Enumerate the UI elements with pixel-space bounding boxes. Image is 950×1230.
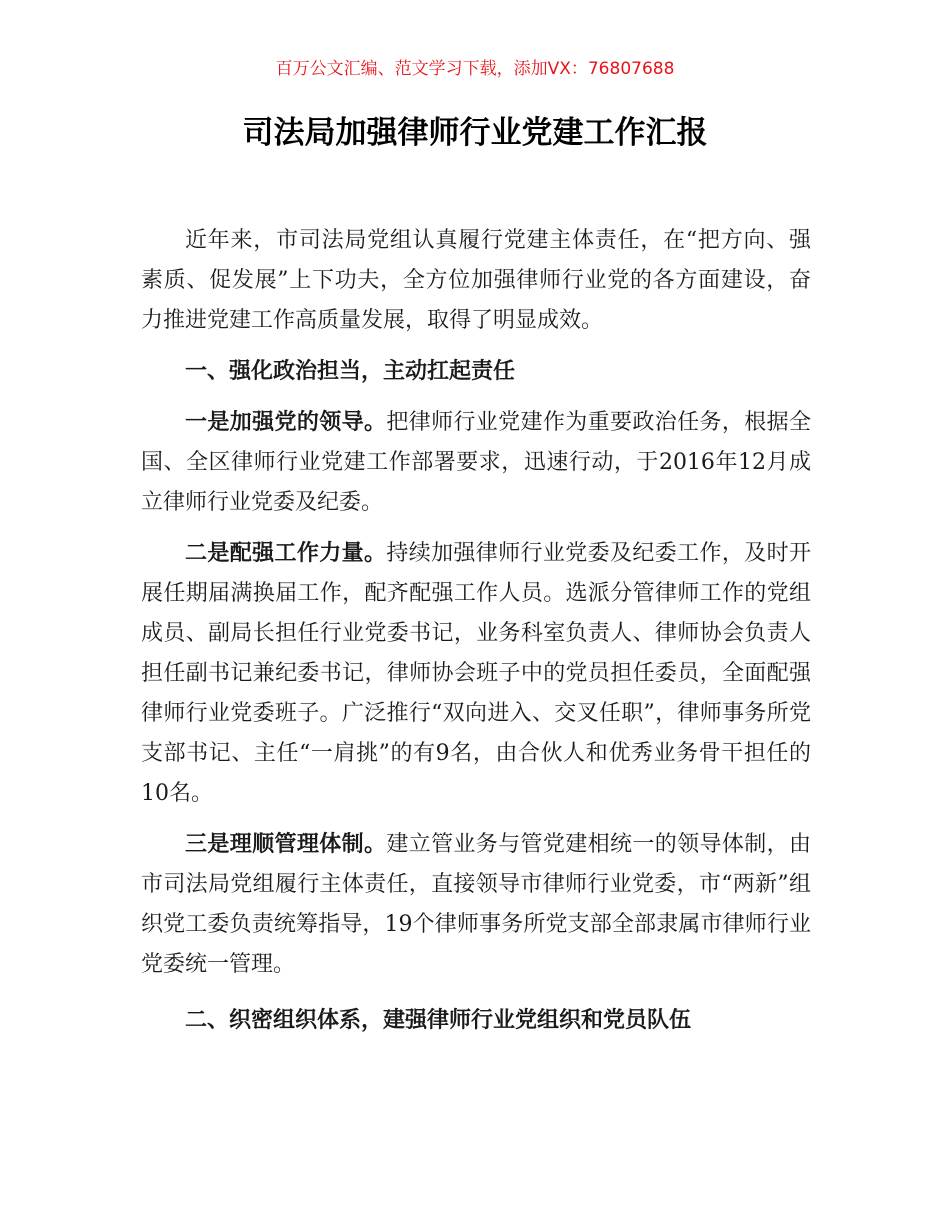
item-text: 把律师行业党建作为重要政治任务，根据全国、全区律师行业党建工作部署要求，迅速行动，于2016年12月成立律师行业党委及纪委。 <box>141 410 812 515</box>
item-text: 持续加强律师行业党委及纪委工作，及时开展任期届满换届工作，配齐配强工作人员。选派分管律师工作的党组成员、副局长担任行业党委书记，业务科室负责人、律师协会负责人担任副书记兼纪委书记，律师协会班子中的党员担任委员，全面配强律师行业党委班子。广泛推行“双向进入、交叉任职”，律师事务所党支部书记、主任“一肩挑”的有9名，由合伙人和优秀业务骨干担任的10名。 <box>141 541 811 806</box>
section-heading-2: 二、织密组织体系，建强律师行业党组织和党员队伍 <box>185 1008 692 1033</box>
watermark-banner: 百万公文汇编、范文学习下载，添加VX：76807688 <box>275 59 675 79</box>
item-text: 建立管业务与管党建相统一的领导体制，由市司法局党组履行主体责任，直接领导市律师行业党委，市“两新”组织党工委负责统筹指导，19个律师事务所党支部全部隶属市律师行业党委统一管理。 <box>141 832 811 977</box>
list-item-3 <box>141 825 811 985</box>
list-item-2 <box>141 534 811 814</box>
list-item-1 <box>141 403 811 523</box>
item-lead: 一是加强党的领导。 <box>185 410 387 435</box>
section-heading-1: 一、强化政治担当，主动扛起责任 <box>185 359 516 384</box>
item-lead: 三是理顺管理体制。 <box>185 832 387 857</box>
document-body <box>141 221 811 1052</box>
item-lead: 二是配强工作力量。 <box>185 541 387 566</box>
document-title: 司法局加强律师行业党建工作汇报 <box>242 115 708 151</box>
intro-paragraph: 近年来，市司法局党组认真履行党建主体责任，在“把方向、强素质、促发展”上下功夫，全方位加强律师行业党的各方面建设，奋力推进党建工作高质量发展，取得了明显成效。 <box>141 228 811 333</box>
